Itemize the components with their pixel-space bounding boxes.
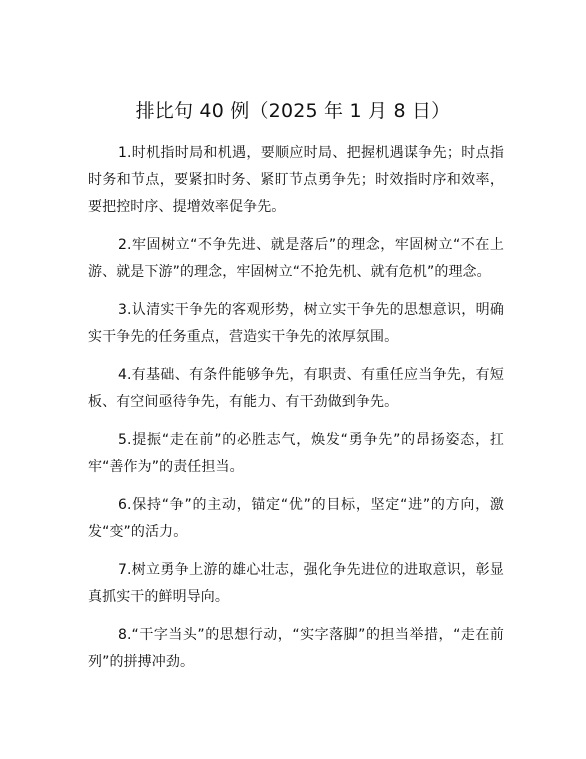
paragraph-7: 7.树立勇争上游的雄心壮志，强化争先进位的进取意识，彰显真抓实干的鲜明导向。	[88, 562, 504, 605]
paragraph-8: 8.“干字当头”的思想行动，“实字落脚”的担当举措，“走在前列”的拼搏冲劲。	[88, 627, 504, 670]
paragraph-2: 2.牢固树立“不争先进、就是落后”的理念，牢固树立“不在上游、就是下游”的理念，牢固树立“不抢先机、就有危机”的理念。	[88, 237, 504, 280]
paragraph-5: 5.提振“走在前”的必胜志气，焕发“勇争先”的昂扬姿态，扛牢“善作为”的责任担当。	[88, 432, 504, 475]
document-title: 排比句 40 例（2025 年 1 月 8 日）	[135, 100, 451, 122]
paragraph-4: 4.有基础、有条件能够争先，有职责、有重任应当争先，有短板、有空间亟待争先，有能力、有干劲做到争先。	[88, 367, 504, 410]
paragraph-6: 6.保持“争”的主动，锚定“优”的目标，坚定“进”的方向，激发“变”的活力。	[88, 497, 504, 540]
paragraph-1: 1.时机指时局和机遇，要顺应时局、把握机遇谋争先；时点指时务和节点，要紧扣时务、紧盯节点勇争先；时效指时序和效率，要把控时序、提增效率促争先。	[88, 145, 504, 215]
document-body	[88, 140, 504, 687]
paragraph-3: 3.认清实干争先的客观形势，树立实干争先的思想意识，明确实干争先的任务重点，营造实干争先的浓厚氛围。	[88, 302, 504, 345]
